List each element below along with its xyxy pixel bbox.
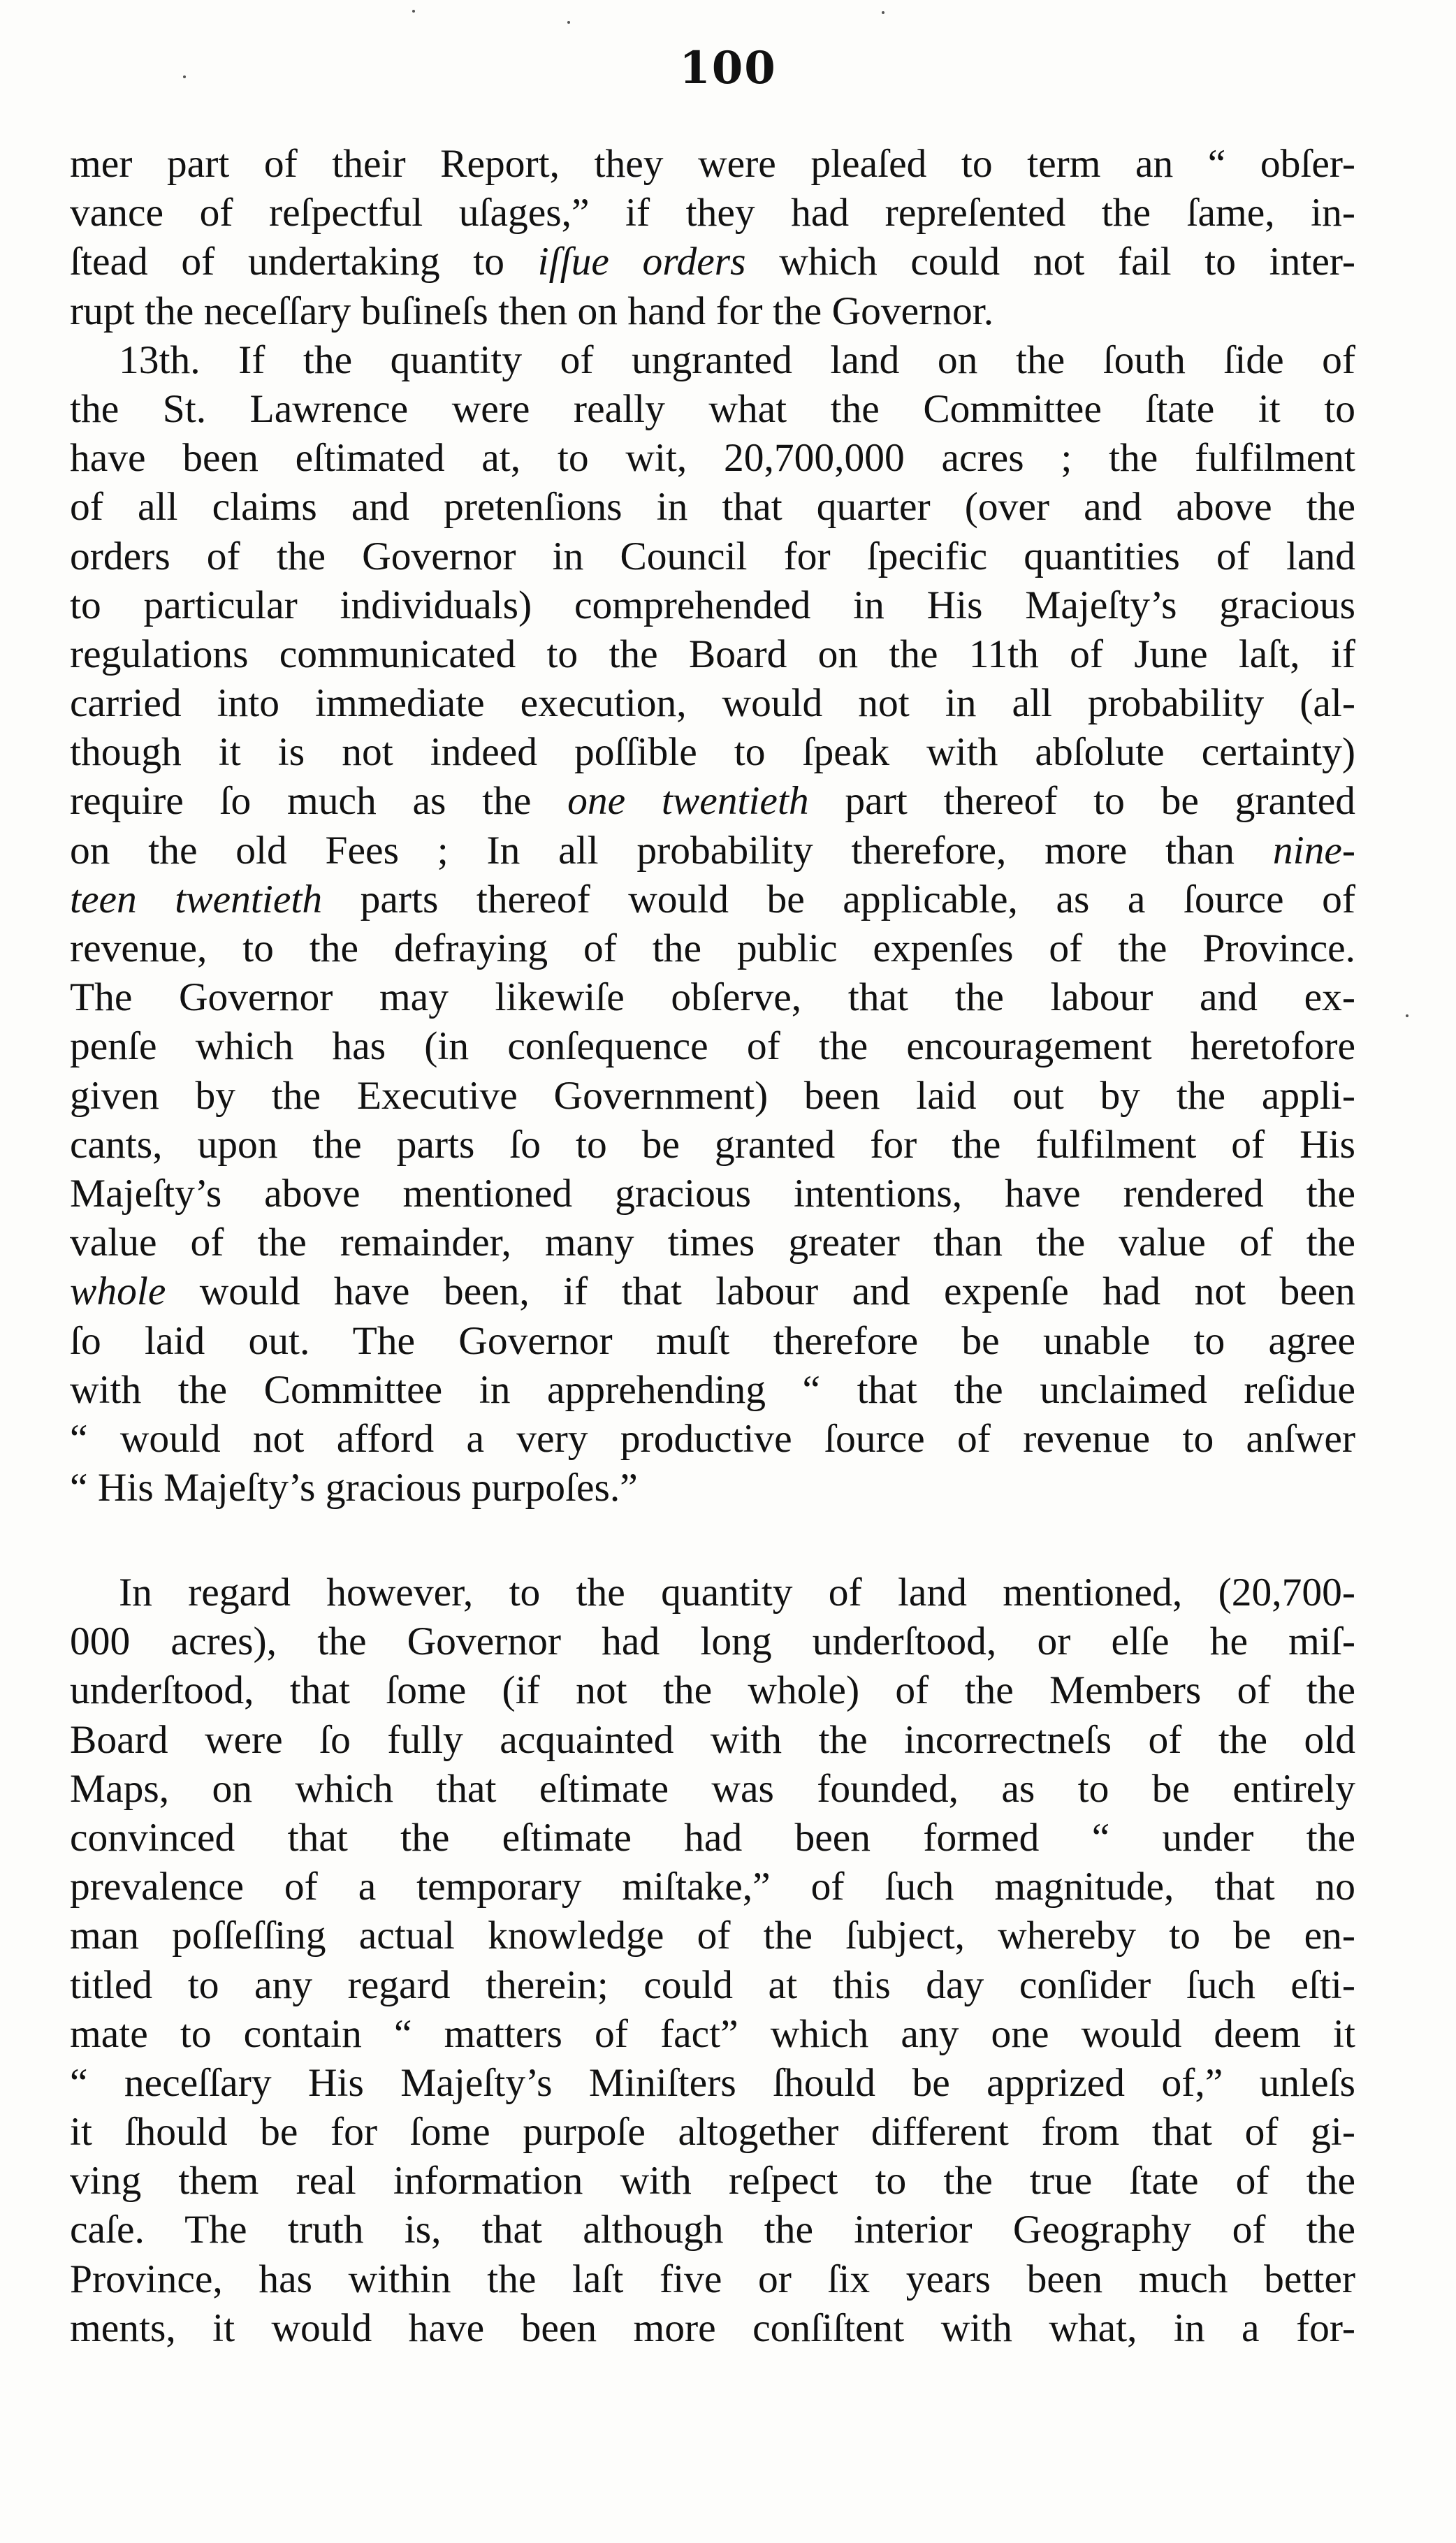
text-line: to particular individuals) comprehended in His Majeſty’s gracious [70,583,1355,627]
text-line: “ His Majeſty’s gracious purpoſes.” [70,1466,638,1510]
text-line: ſtead of undertaking to iſſue orders which could not fail to inter- [70,240,1355,284]
text-line: “ would not afford a very productive ſource of revenue to anſwer [70,1416,1355,1461]
text-line: underſtood, that ſome (if not the whole) of the Members of the [70,1668,1355,1713]
text-line: ments, it would have been more conſiſtent with what, in a for- [70,2305,1355,2350]
text-line: regulations communicated to the Board on the 11th of June laſt, if [70,632,1355,676]
text-line: cants, upon the parts ſo to be granted for the fulfilment of His [70,1122,1355,1167]
text-line: titled to any regard therein; could at this day conſider ſuch eſti- [70,1962,1355,2007]
text-line: have been eſtimated at, to wit, 20,700,000 acres ; the fulfilment [70,436,1355,481]
text-line: though it is not indeed poſſible to ſpeak with abſolute certainty) [70,730,1355,775]
text-line: Province, has within the laſt five or ſix years been much better [70,2257,1355,2301]
paragraph-1 [70,140,1355,1513]
scan-speck [882,11,884,14]
text-line: whole would have been, if that labour and expenſe had not been [70,1269,1355,1314]
text-line: revenue, to the defraying of the public expenſes of the Province. [70,926,1355,970]
text-line: rupt the neceſſary buſineſs then on hand for the Governor. [70,289,994,333]
text-line: 000 acres), the Governor had long underſtood, or elſe he miſ- [70,1619,1355,1664]
text-line: caſe. The truth is, that although the interior Geography of the [70,2208,1355,2252]
text-line: The Governor may likewiſe obſerve, that the labour and ex- [70,975,1355,1020]
page-number: 100 [679,42,777,94]
text-line: In regard however, to the quantity of land mentioned, (20,700- [119,1571,1355,1615]
text-line: penſe which has (in conſequence of the encouragement heretofore [70,1024,1355,1069]
text-line: mer part of their Report, they were pleaſed to term an “ obſer- [70,142,1355,186]
text-line: ſo laid out. The Governor muſt therefore be unable to agree [70,1318,1355,1363]
text-line: Maps, on which that eſtimate was founded, as to be entirely [70,1766,1355,1811]
text-line: orders of the Governor in Council for ſpecific quantities of land [70,534,1355,578]
text-line: the St. Lawrence were really what the Committee ſtate it to [70,386,1355,431]
scan-speck [567,21,570,24]
text-line: man poſſeſſing actual knowledge of the ſubject, whereby to be en- [70,1914,1355,1958]
text-line: vance of reſpectful uſages,” if they had repreſented the ſame, in- [70,191,1355,235]
text-line: ving them real information with reſpect to the true ſtate of the [70,2159,1355,2203]
text-line: of all claims and pretenſions in that quarter (over and above the [70,485,1355,530]
text-line: carried into immediate execution, would not in all probability (al- [70,681,1355,726]
text-line: mate to contain “ matters of fact” which any one would deem it [70,2011,1355,2056]
text-line: prevalence of a temporary miſtake,” of ſuch magnitude, that no [70,1865,1355,1909]
text-line: 13th. If the quantity of ungranted land on the ſouth ſide of [119,337,1355,382]
text-line: value of the remainder, many times greater than the value of the [70,1221,1355,1265]
text-line: on the old Fees ; In all probability therefore, more than nine- [70,828,1355,873]
text-line: with the Committee in apprehending “ that the unclaimed reſidue [70,1367,1355,1412]
text-line: convinced that the eſtimate had been formed “ under the [70,1815,1355,1860]
text-line: Board were ſo fully acquainted with the incorrectneſs of the old [70,1717,1355,1762]
text-line: it ſhould be for ſome purpoſe altogether different from that of gi- [70,2110,1355,2155]
paragraph-2 [70,1568,1355,2353]
scan-speck [1406,1014,1408,1017]
text-line: teen twentieth parts thereof would be applicable, as a ſource of [70,877,1355,921]
text-line: “ neceſſary His Majeſty’s Miniſters ſhould be apprized of,” unleſs [70,2060,1355,2105]
scan-speck [412,10,415,13]
text-line: given by the Executive Government) been laid out by the appli- [70,1073,1355,1118]
text-line: Majeſty’s above mentioned gracious intentions, have rendered the [70,1171,1355,1216]
text-line: require ſo much as the one twentieth part thereof to be granted [70,779,1355,824]
